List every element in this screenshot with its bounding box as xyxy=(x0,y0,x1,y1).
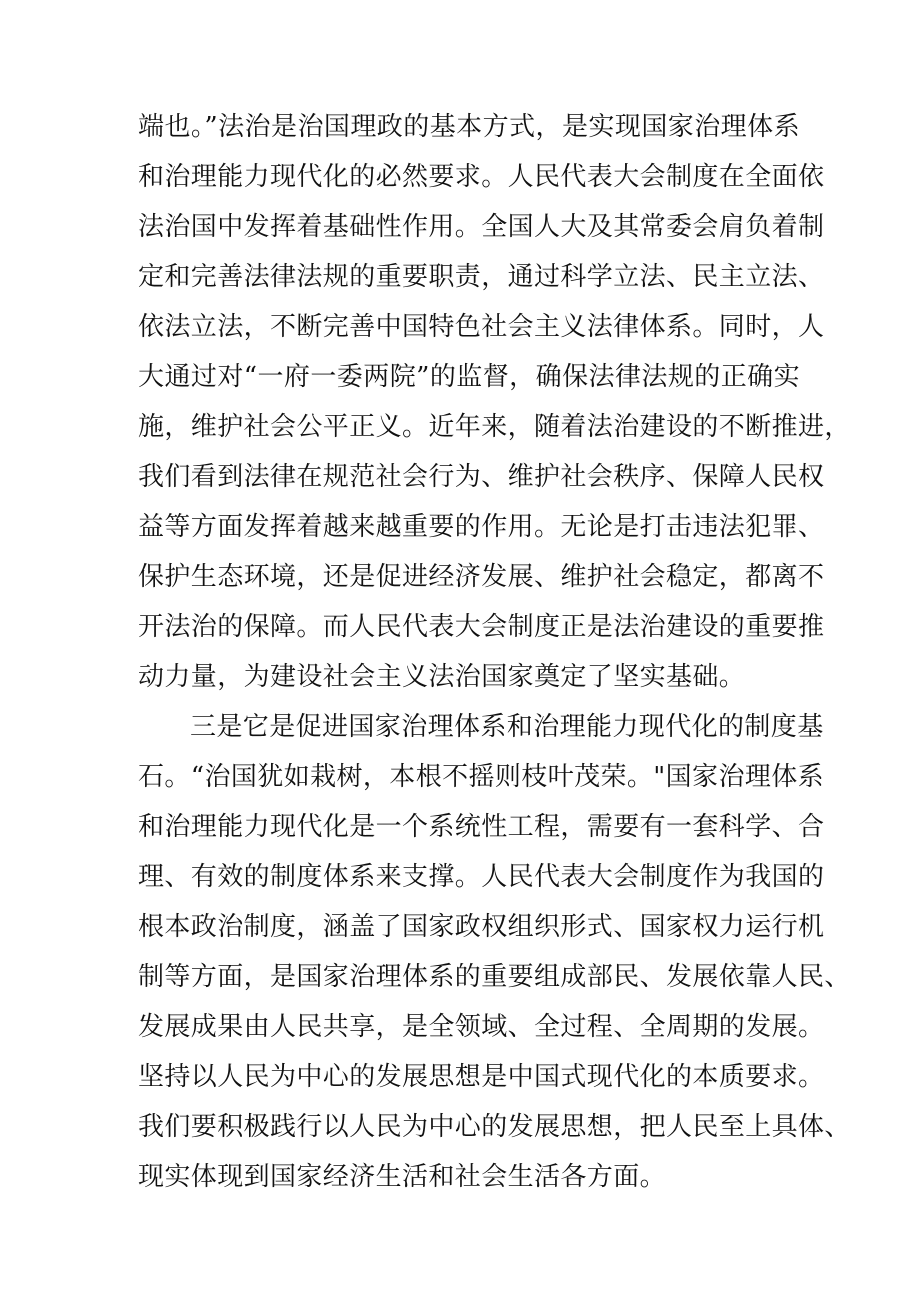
text-line: 三是它是促进国家治理体系和治理能力现代化的制度基 xyxy=(190,712,824,742)
text-line: 制等方面，是国家治理体系的重要组成部民、发展依靠人民、 xyxy=(138,962,851,992)
paragraph-governance-foundation xyxy=(138,702,851,1202)
text-line: 益等方面发挥着越来越重要的作用。无论是打击违法犯罪、 xyxy=(138,512,825,542)
text-line: 定和完善法律法规的重要职责，通过科学立法、民主立法、 xyxy=(138,262,825,292)
text-line: 开法治的保障。而人民代表大会制度正是法治建设的重要推 xyxy=(138,612,825,642)
text-line: 现实体现到国家经济生活和社会生活各方面。 xyxy=(138,1162,667,1192)
text-line: 发展成果由人民共享，是全领域、全过程、全周期的发展。 xyxy=(138,1012,825,1042)
text-line: 法治国中发挥着基础性作用。全国人大及其常委会肩负着制 xyxy=(138,212,825,242)
text-line: 坚持以人民为中心的发展思想是中国式现代化的本质要求。 xyxy=(138,1062,825,1092)
text-line: 我们看到法律在规范社会行为、维护社会秩序、保障人民权 xyxy=(138,462,825,492)
text-line: 和治理能力现代化的必然要求。人民代表大会制度在全面依 xyxy=(138,162,825,192)
text-line: 依法立法，不断完善中国特色社会主义法律体系。同时，人 xyxy=(138,312,825,342)
text-line: 保护生态环境，还是促进经济发展、维护社会稳定，都离不 xyxy=(138,562,825,592)
text-line: 理、有效的制度体系来支撑。人民代表大会制度作为我国的 xyxy=(138,862,825,892)
text-line: 动力量，为建设社会主义法治国家奠定了坚实基础。 xyxy=(138,662,746,692)
text-line: 施，维护社会公平正义。近年来，随着法治建设的不断推进， xyxy=(138,412,851,442)
text-line: 大通过对“一府一委两院”的监督，确保法律法规的正确实 xyxy=(138,362,800,392)
text-line: 端也。”法治是治国理政的基本方式，是实现国家治理体系 xyxy=(138,112,800,142)
text-line: 石。“治国犹如栽树，本根不摇则枝叶茂荣。"国家治理体系 xyxy=(138,762,825,792)
paragraph-rule-of-law xyxy=(138,102,851,702)
text-line: 我们要积极践行以人民为中心的发展思想，把人民至上具体、 xyxy=(138,1112,851,1142)
document-body xyxy=(138,102,851,1202)
text-line: 根本政治制度，涵盖了国家政权组织形式、国家权力运行机 xyxy=(138,912,825,942)
text-line: 和治理能力现代化是一个系统性工程，需要有一套科学、合 xyxy=(138,812,825,842)
